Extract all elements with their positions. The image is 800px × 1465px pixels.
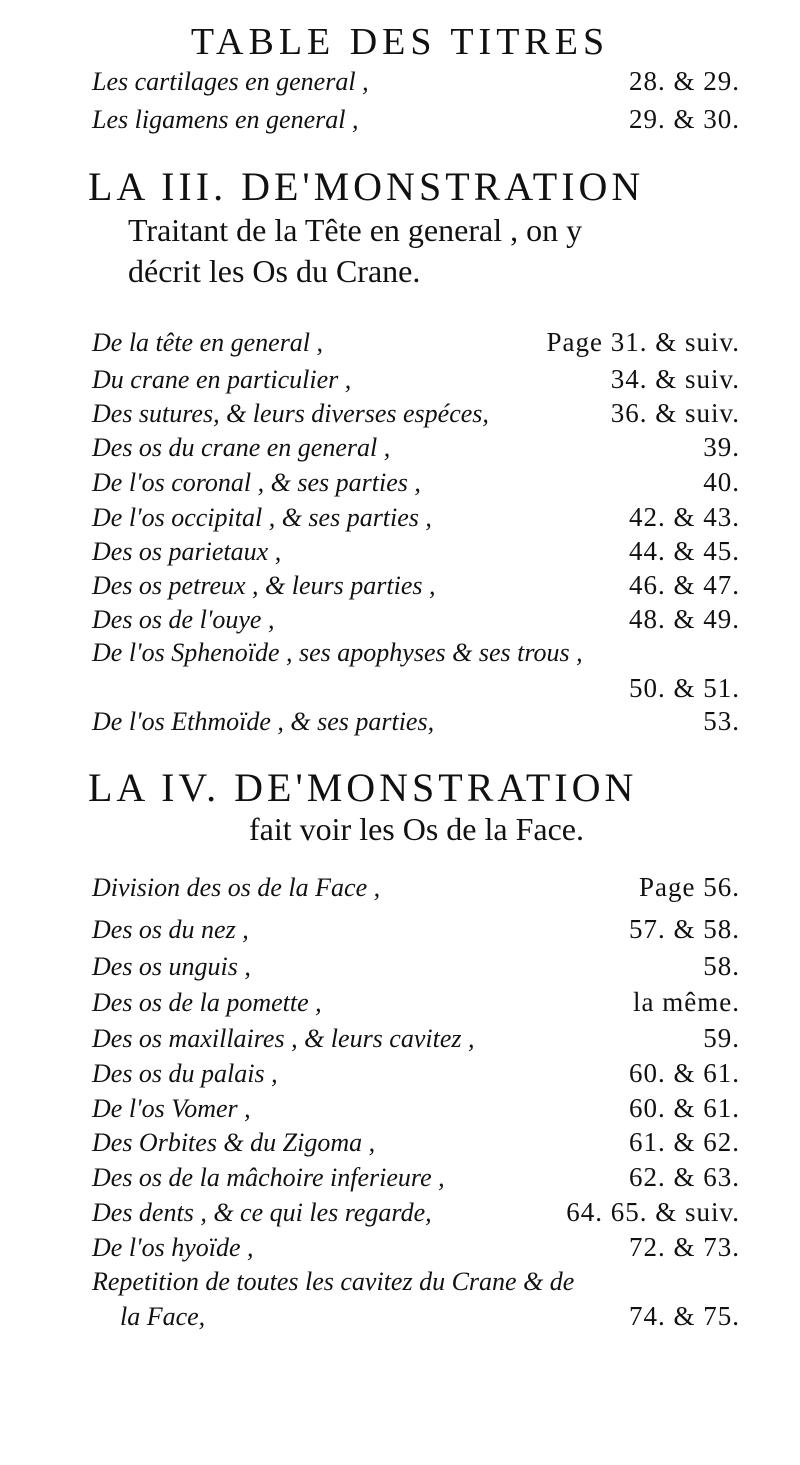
toc-entry [92,432,740,472]
toc-entry [92,66,740,106]
entry-title: De l'os coronal , & ses parties , [92,468,421,497]
entry-title: Des os parietaux , [92,537,282,566]
toc-entry [92,872,740,912]
entry-page-ref: 59. [703,1023,740,1053]
entry-title: Des os maxillaires , & leurs cavitez , [92,1024,475,1053]
entry-page-ref: 58. [703,951,740,981]
entry-title: Les ligamens en general , [92,105,359,134]
entry-page-ref: 42. & 43. [628,502,740,532]
entry-title: Des dents , & ce qui les regarde, [92,1198,432,1227]
entry-page-ref: 64. 65. & suiv. [566,1197,740,1227]
section-subtitle: fait voir les Os de la Face. [249,811,584,847]
toc-entry [92,1127,740,1167]
toc-entry [92,638,740,678]
toc-entry [92,987,740,1027]
entry-page-ref: 53. [703,706,740,736]
entry-title: Des os de la pomette , [92,988,322,1017]
entry-page-ref: 61. & 62. [628,1127,740,1157]
entry-page-ref: 44. & 45. [628,536,740,566]
entry-title: Du crane en particulier , [92,365,352,394]
section-subtitle: décrit les Os du Crane. [128,253,421,289]
toc-entry [92,951,740,991]
entry-page-ref: 29. & 30. [628,104,740,134]
entry-page-ref: 60. & 61. [628,1093,740,1123]
entry-page-ref: 60. & 61. [628,1058,740,1088]
entry-page-ref: 72. & 73. [628,1232,740,1262]
entry-title: Des os du nez , [92,915,249,944]
entry-page-ref: 50. & 51. [628,673,740,703]
entry-page-ref: 48. & 49. [628,604,740,634]
entry-page-ref: 62. & 63. [628,1162,740,1192]
toc-entry [92,1162,740,1202]
entry-title: De la tête en general , [92,328,324,357]
entry-title: Des os unguis , [92,952,251,981]
entry-title: De l'os occipital , & ses parties , [92,503,432,532]
entry-title: De l'os hyoïde , [92,1233,254,1262]
entry-page-ref: la même. [633,987,740,1017]
entry-page-ref: 28. & 29. [628,66,740,96]
toc-entry [92,1197,740,1237]
entry-title: Repetition de toutes les cavitez du Crane & de [92,1267,575,1296]
section-heading: LA IV. DE'MONSTRATION [88,765,638,810]
entry-title: Des os de la mâchoire inferieure , [92,1163,445,1192]
toc-entry [92,104,740,144]
entry-page-ref: 57. & 58. [628,914,740,944]
toc-entry [92,706,740,746]
entry-page-ref: Page 31. & suiv. [546,327,740,357]
entry-title: Des os du crane en general , [92,433,391,462]
entry-title: Des os petreux , & leurs parties , [92,571,436,600]
toc-entry [92,1232,740,1272]
section-subtitle: Traitant de la Tête en general , on y [128,212,583,248]
entry-title: Les cartilages en general , [92,67,369,96]
running-head: TABLE DES TITRES [190,21,610,63]
entry-title: la Face, [120,1302,206,1331]
toc-entry [92,467,740,507]
entry-title: De l'os Vomer , [92,1094,251,1123]
entry-title: Division des os de la Face , [92,873,381,902]
entry-title: Des sutures, & leurs diverses espéces, [92,399,489,428]
entry-title: Des os de l'ouye , [92,605,275,634]
entry-page-ref: Page 56. [639,872,740,902]
toc-entry [92,1023,740,1063]
entry-title: De l'os Sphenoïde , ses apophyses & ses trous , [92,638,583,667]
entry-title: Des Orbites & du Zigoma , [92,1128,376,1157]
entry-page-ref: 34. & suiv. [610,364,740,394]
entry-title: Des os du palais , [92,1059,278,1088]
toc-entry [92,914,740,954]
entry-page-ref: 40. [703,467,740,497]
toc-entry-continuation [92,1301,740,1341]
toc-entry [92,1058,740,1098]
entry-page-ref: 36. & suiv. [610,398,740,428]
section-heading: LA III. DE'MONSTRATION [88,164,645,209]
entry-title: De l'os Ethmoïde , & ses parties, [92,707,435,736]
entry-page-ref: 74. & 75. [628,1301,740,1331]
entry-page-ref: 46. & 47. [628,570,740,600]
entry-page-ref: 39. [703,432,740,462]
toc-entry [92,327,740,367]
